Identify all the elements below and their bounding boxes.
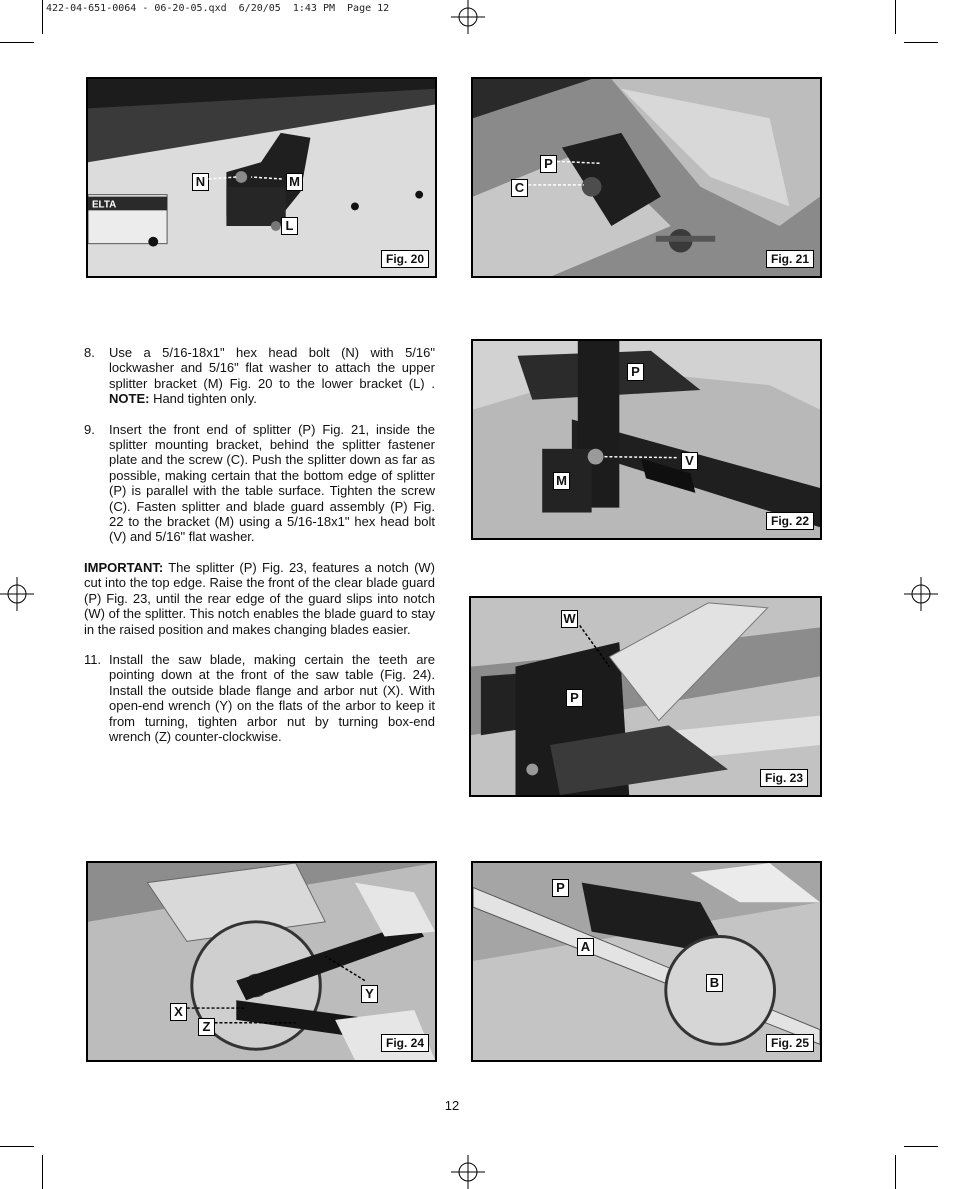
callout-x: X <box>170 1003 187 1021</box>
callout-leader-lines <box>473 79 820 276</box>
note-label: NOTE: <box>109 391 150 407</box>
crop-mark <box>904 42 938 43</box>
callout-n: N <box>192 173 209 191</box>
step-9 <box>84 422 435 545</box>
callout-leader-lines <box>88 863 435 1060</box>
important-note <box>84 560 435 637</box>
callout-leader-lines <box>88 79 435 276</box>
figure-25-blade-guard-photo <box>471 861 822 1062</box>
figure-caption: Fig. 24 <box>381 1034 429 1052</box>
step-8 <box>84 345 435 407</box>
callout-p: P <box>540 155 557 173</box>
callout-y: Y <box>361 985 378 1003</box>
step-text: Use a 5/16-18x1" hex head bolt (N) with 5/16" lockwasher and 5/16" flat washer to attach the upper splitter bracket (M) Fig. 20 to the lower bracket (L) . <box>109 345 435 391</box>
callout-z: Z <box>198 1018 215 1036</box>
registration-mark-icon <box>451 0 485 34</box>
crop-mark <box>42 0 43 34</box>
crop-mark <box>42 1155 43 1189</box>
callout-w: W <box>561 610 578 628</box>
callout-l: L <box>281 217 298 235</box>
callout-p: P <box>552 879 569 897</box>
step-text: Insert the front end of splitter (P) Fig. 21, inside the splitter mounting bracket, behind the splitter fastener plate and the screw (C). Push the splitter down as far as possible, making certain that the bottom edge of splitter (P) is parallel with the table surface. Tighten the screw (C). Fasten splitter and blade guard assembly (P) Fig. 22 to the bracket (M) using a 5/16-18x1" hex head bolt (V) and 5/16" flat washer. <box>109 421 435 545</box>
crop-mark <box>0 42 34 43</box>
callout-v: V <box>681 452 698 470</box>
figure-caption: Fig. 20 <box>381 250 429 268</box>
registration-mark-icon <box>0 577 34 611</box>
page-number: 12 <box>444 1098 460 1113</box>
figure-22-splitter-assembly-photo <box>471 339 822 540</box>
figure-20-bracket-photo <box>86 77 437 278</box>
instructions-text <box>84 345 435 759</box>
step-11 <box>84 652 435 744</box>
figure-caption: Fig. 25 <box>766 1034 814 1052</box>
callout-p: P <box>566 689 583 707</box>
crop-mark <box>895 0 896 34</box>
step-text: Install the saw blade, making certain the teeth are pointing down at the front of the saw table (Fig. 24). Install the outside blade flange and arbor nut (X). With open-end wrench (Y) on the flats of the arbor to keep it from turning, tighten arbor nut by turning box-end wrench (Z) counter-clockwise. <box>109 651 435 744</box>
figure-caption: Fig. 21 <box>766 250 814 268</box>
callout-m: M <box>286 173 303 191</box>
note-text: Hand tighten only. <box>149 391 257 407</box>
figure-23-guard-notch-photo <box>469 596 822 797</box>
blade-guard-illustration <box>473 863 820 1060</box>
crop-mark <box>895 1155 896 1189</box>
figure-21-splitter-photo <box>471 77 822 278</box>
important-label: IMPORTANT: <box>84 559 164 575</box>
step-number: 8. <box>84 345 95 360</box>
figure-caption: Fig. 22 <box>766 512 814 530</box>
registration-mark-icon <box>904 577 938 611</box>
callout-leader-lines <box>473 341 820 538</box>
crop-mark <box>904 1146 938 1147</box>
callout-c: C <box>511 179 528 197</box>
step-number: 9. <box>84 421 95 437</box>
figure-caption: Fig. 23 <box>760 769 808 787</box>
callout-leader-lines <box>471 598 820 795</box>
file-slug-line: 422-04-651-0064 - 06-20-05.qxd 6/20/05 1:43 PM Page 12 <box>46 3 390 14</box>
delta-plate-text: ELTA <box>91 199 117 211</box>
callout-m: M <box>553 472 570 490</box>
callout-b: B <box>706 974 723 992</box>
crop-mark <box>0 1146 34 1147</box>
step-number: 11. <box>84 651 102 667</box>
callout-a: A <box>577 938 594 956</box>
registration-mark-icon <box>451 1155 485 1189</box>
important-text: The splitter (P) Fig. 23, features a notch (W) cut into the top edge. Raise the front of the clear blade guard (P) Fig. 23, until the rear edge of the guard slips into notch (W) of the splitter. This notch enables the blade guard to stay in the raised position and makes changing blades easier. <box>84 559 435 637</box>
callout-p: P <box>627 363 644 381</box>
figure-24-blade-install-photo <box>86 861 437 1062</box>
